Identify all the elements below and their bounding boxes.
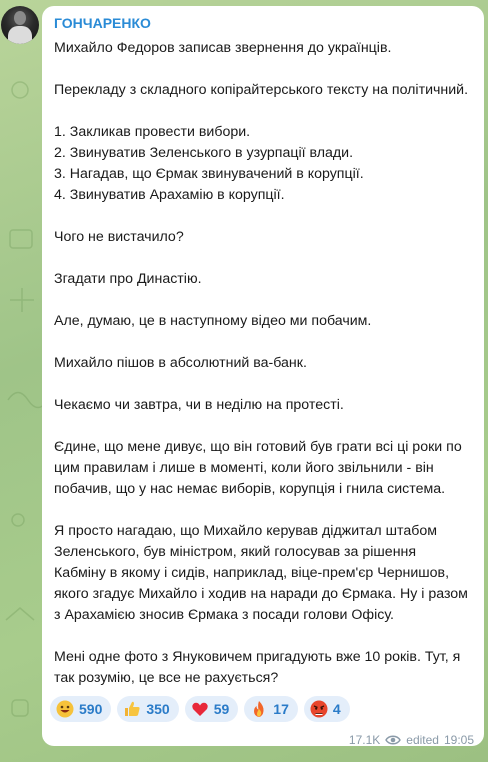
post-line: Перекладу з складного копірайтерського тексту на політичний.: [54, 82, 469, 98]
views-eye-icon: [385, 734, 401, 746]
red-heart-icon: [191, 700, 209, 718]
post-line: Мені одне фото з Януковичем пригадують вже 10 років. Тут, я: [54, 649, 461, 665]
post-paragraph: [54, 395, 472, 416]
view-count: 17.1K: [348, 733, 381, 747]
post-paragraph: [54, 227, 472, 248]
post-line: Михайло Федоров записав звернення до українців.: [54, 40, 392, 56]
post-paragraph: [54, 122, 472, 206]
post-line: 1. Закликав провести вибори.: [54, 124, 251, 140]
channel-avatar[interactable]: [1, 6, 39, 44]
post-line: Кабміну в якому і сидів, наприклад, віце-прем'єр Чернишов,: [54, 565, 450, 581]
post-paragraph: [54, 269, 472, 290]
reaction-count: 17: [273, 701, 289, 717]
fire-icon: [250, 700, 268, 718]
post-line: з Арахамією зносив Єрмака з посади голови Офісу.: [54, 607, 394, 623]
post-line: 2. Звинуватив Зеленського в узурпації влади.: [54, 145, 354, 161]
post-line: Зеленського, був міністром, який голосував за рішення: [54, 544, 417, 560]
reaction-button[interactable]: [185, 696, 239, 722]
reaction-count: 4: [332, 701, 341, 717]
reaction-count: 590: [79, 701, 103, 717]
post-line: Єдине, що мене дивує, що він готовий був грати всі ці роки по: [54, 439, 462, 455]
post-line: Але, думаю, це в наступному відео ми побачим.: [54, 313, 372, 329]
edited-label: edited: [406, 733, 439, 747]
thumbs-up-icon: [123, 700, 141, 718]
post-line: Згадати про Династію.: [54, 271, 202, 287]
message-bubble: [42, 6, 484, 746]
post-line: так розумію, це все не рахується?: [54, 670, 279, 686]
reaction-button[interactable]: [117, 696, 178, 722]
message-time: 19:05: [443, 733, 474, 747]
avatar-head-shape: [14, 11, 26, 25]
avatar-body-shape: [8, 26, 32, 44]
post-paragraph: [54, 647, 472, 689]
reaction-button[interactable]: [304, 696, 350, 722]
sender-name[interactable]: ГОНЧАРЕНКО: [54, 15, 151, 31]
post-line: побачив, що у нас немає виборів, корупція і гнила система.: [54, 481, 446, 497]
reaction-count: 350: [146, 701, 170, 717]
post-line: Чекаємо чи завтра, чи в неділю на протесті.: [54, 397, 344, 413]
angry-face-icon: [310, 700, 328, 718]
reaction-count: 59: [213, 701, 230, 717]
reaction-button[interactable]: [50, 696, 111, 722]
message-meta: [349, 733, 474, 747]
post-line: Чого не вистачило?: [54, 229, 184, 245]
post-line: цим правилам і лише в моменті, коли його звільнили - він: [54, 460, 434, 476]
post-line: якого згадує Михайло і ходив на наради до Єрмака. Ну і разом: [54, 586, 468, 602]
post-line: 4. Звинуватив Арахамію в корупції.: [54, 187, 285, 203]
post-line: 3. Нагадав, що Єрмак звинувачений в корупції.: [54, 166, 364, 182]
post-paragraph: [54, 353, 472, 374]
post-line: Михайло пішов в абсолютний ва-банк.: [54, 355, 307, 371]
reaction-button[interactable]: [244, 696, 298, 722]
post-line: Я просто нагадаю, що Михайло керував діджитал штабом: [54, 523, 437, 539]
post-paragraph: [54, 311, 472, 332]
message-text: [54, 38, 472, 689]
post-paragraph: [54, 38, 472, 59]
post-paragraph: [54, 80, 472, 101]
post-paragraph: [54, 437, 472, 500]
reactions-bar: [50, 696, 350, 722]
post-paragraph: [54, 521, 472, 626]
grinning-face-icon: [56, 700, 74, 718]
